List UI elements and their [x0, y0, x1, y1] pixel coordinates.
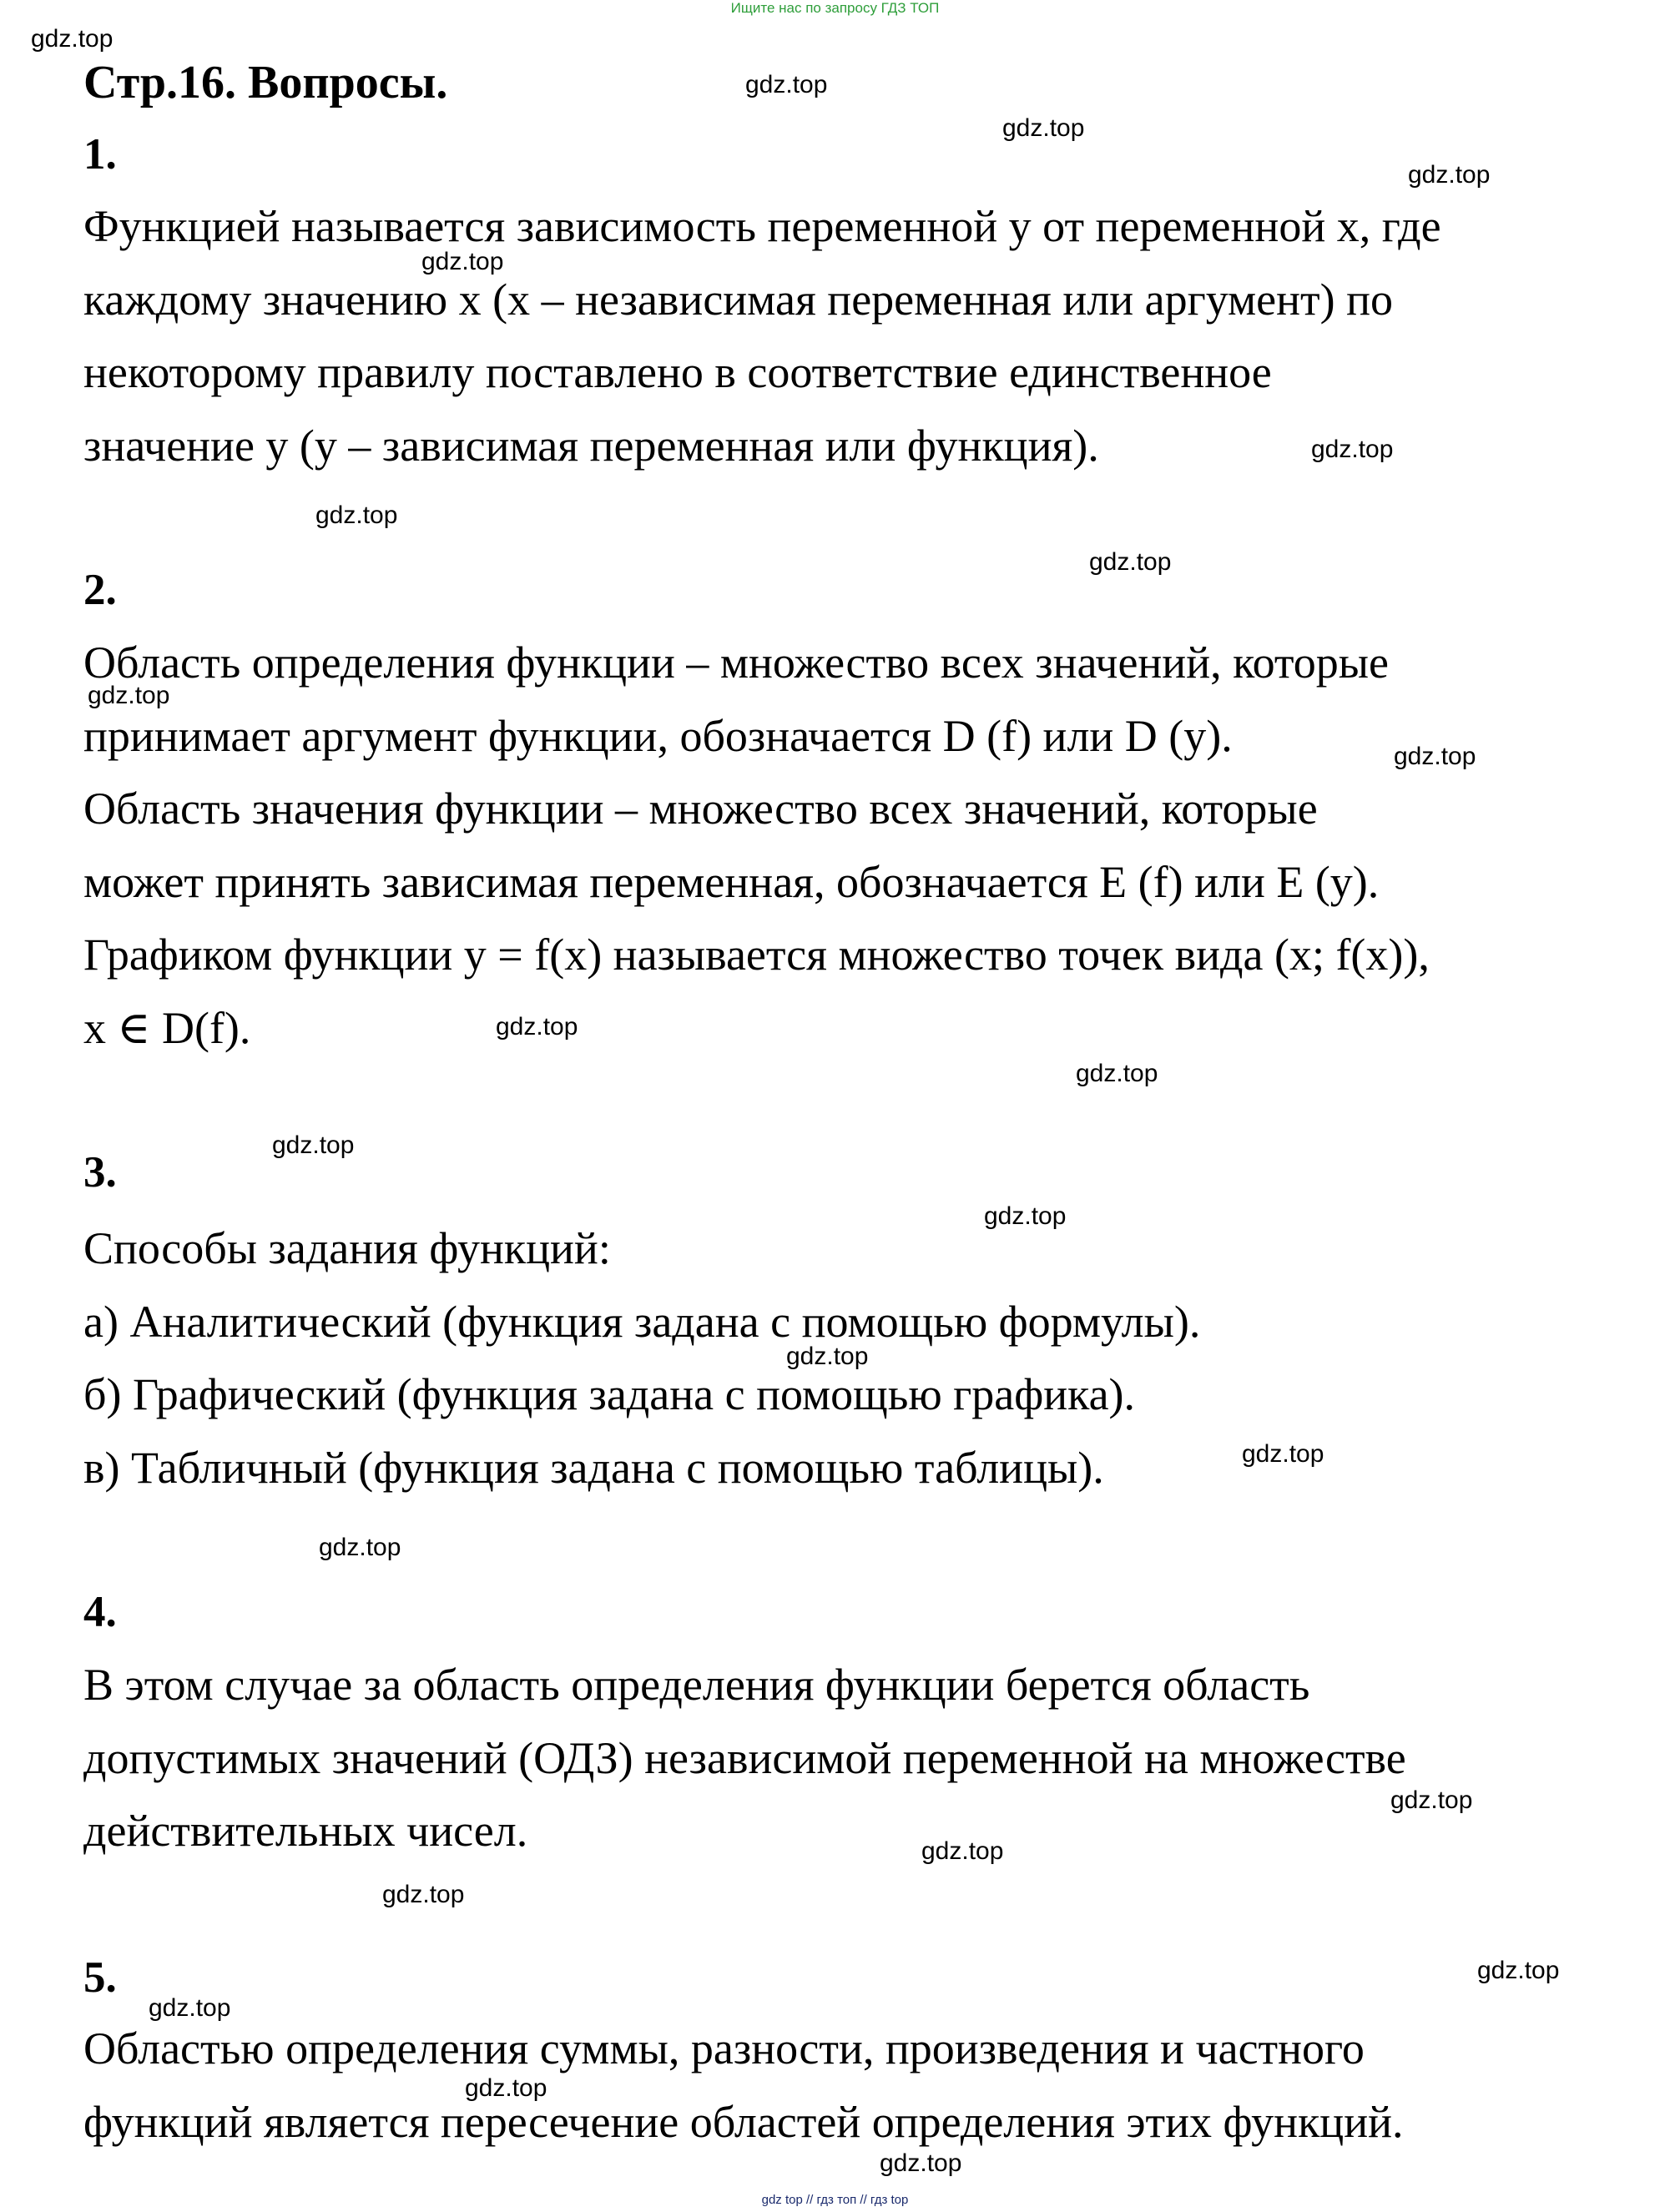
answer-line: каждому значению х (х – независимая переменная или аргумент) по	[83, 274, 1394, 325]
answer-line: принимает аргумент функции, обозначается D (f) или D (y).	[83, 710, 1233, 761]
question-3-number: 3.	[83, 1148, 117, 1197]
watermark: gdz.top	[1242, 1440, 1324, 1468]
answer-line: x ∈ D(f).	[83, 1002, 251, 1053]
watermark: gdz.top	[272, 1131, 355, 1159]
watermark: gdz.top	[745, 71, 828, 98]
answer-line: допустимых значений (ОДЗ) независимой переменной на множестве	[83, 1732, 1406, 1783]
answer-line: действительных чисел.	[83, 1806, 528, 1856]
watermark: gdz.top	[1394, 743, 1476, 770]
watermark: gdz.top	[1477, 1957, 1560, 1984]
answer-line: в) Табличный (функция задана с помощью таблицы).	[83, 1442, 1104, 1493]
footer-text: gdz top // гдз топ // гдз top	[761, 2193, 909, 2207]
answer-line: б) Графический (функция задана с помощью графика).	[83, 1369, 1136, 1419]
watermark: gdz.top	[382, 1881, 465, 1908]
answer-line: значение у (у – зависимая переменная или функция).	[83, 420, 1099, 471]
page-title: Стр.16. Вопросы.	[83, 57, 448, 108]
question-5-number: 5.	[83, 1953, 117, 2002]
answer-line: а) Аналитический (функция задана с помощью формулы).	[83, 1296, 1201, 1347]
watermark: gdz.top	[465, 2074, 547, 2102]
watermark: gdz.top	[1311, 436, 1394, 463]
watermark: gdz.top	[1390, 1786, 1473, 1814]
question-2-number: 2.	[83, 566, 117, 614]
question-1-number: 1.	[83, 130, 117, 179]
answer-line: Графиком функции y = f(x) называется множество точек вида (x; f(x)),	[83, 930, 1430, 980]
watermark: gdz.top	[31, 25, 114, 53]
watermark: gdz.top	[421, 248, 504, 275]
answer-line: Функцией называется зависимость переменной у от переменной х, где	[83, 201, 1441, 251]
watermark: gdz.top	[88, 682, 170, 709]
watermark: gdz.top	[319, 1534, 401, 1561]
watermark: gdz.top	[786, 1343, 869, 1370]
answer-line: Способы задания функций:	[83, 1223, 611, 1273]
search-banner[interactable]: Ищите нас по запросу ГДЗ ТОП	[730, 0, 940, 16]
answer-line: Областью определения суммы, разности, произведения и частного	[83, 2023, 1365, 2073]
watermark: gdz.top	[1089, 548, 1172, 576]
question-5-answer	[83, 2013, 1652, 2159]
watermark: gdz.top	[921, 1837, 1004, 1865]
question-1-answer	[83, 190, 1652, 482]
watermark: gdz.top	[984, 1202, 1067, 1230]
answer-line: Область определения функции – множество всех значений, которые	[83, 637, 1390, 688]
watermark: gdz.top	[1076, 1060, 1158, 1087]
question-4-answer	[83, 1649, 1652, 1868]
answer-line: может принять зависимая переменная, обозначается E (f) или E (y).	[83, 856, 1380, 907]
watermark: gdz.top	[880, 2149, 962, 2177]
watermark: gdz.top	[1408, 161, 1491, 189]
watermark: gdz.top	[149, 1994, 231, 2022]
answer-line: В этом случае за область определения функции берется область	[83, 1660, 1310, 1710]
watermark: gdz.top	[315, 501, 398, 529]
answer-line: Область значения функции – множество всех значений, которые	[83, 784, 1318, 834]
watermark: gdz.top	[1002, 114, 1085, 142]
answer-line: некоторому правилу поставлено в соответствие единственное	[83, 347, 1272, 397]
question-4-number: 4.	[83, 1588, 117, 1636]
question-2-answer	[83, 627, 1652, 1065]
answer-line: функций является пересечение областей определения этих функций.	[83, 2096, 1404, 2147]
watermark: gdz.top	[496, 1013, 578, 1040]
